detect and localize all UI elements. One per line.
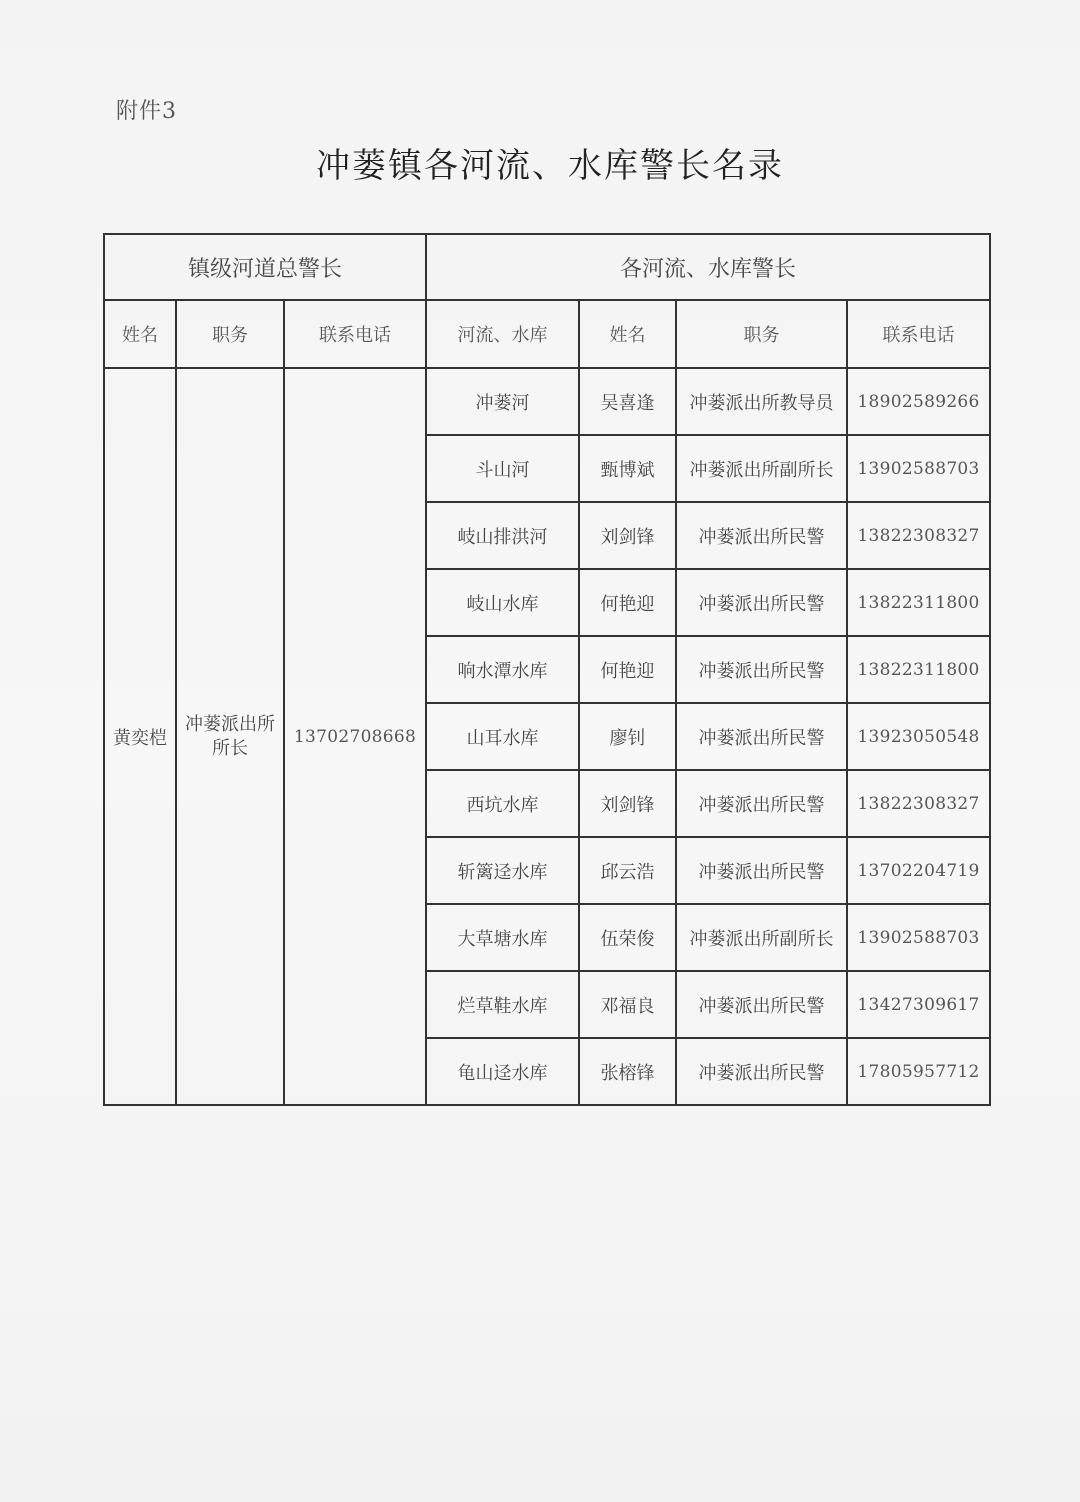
col-header-chief-phone: 联系电话 <box>284 300 426 368</box>
phone-cell: 13923050548 <box>847 703 990 770</box>
river-cell: 岐山水库 <box>426 569 579 636</box>
name-cell: 何艳迎 <box>579 569 676 636</box>
river-cell: 龟山迳水库 <box>426 1038 579 1105</box>
town-chief-phone: 13702708668 <box>284 368 426 1105</box>
duty-cell: 冲蒌派出所民警 <box>676 837 847 904</box>
table-row <box>104 368 990 435</box>
name-cell: 刘剑锋 <box>579 502 676 569</box>
column-header-row <box>104 300 990 368</box>
phone-cell: 13902588703 <box>847 904 990 971</box>
group-header-row <box>104 234 990 300</box>
phone-cell: 13427309617 <box>847 971 990 1038</box>
name-cell: 张榕锋 <box>579 1038 676 1105</box>
river-cell: 大草塘水库 <box>426 904 579 971</box>
duty-cell: 冲蒌派出所民警 <box>676 1038 847 1105</box>
col-header-duty: 职务 <box>676 300 847 368</box>
river-cell: 山耳水库 <box>426 703 579 770</box>
river-cell: 斗山河 <box>426 435 579 502</box>
duty-cell: 冲蒌派出所副所长 <box>676 435 847 502</box>
river-cell: 烂草鞋水库 <box>426 971 579 1038</box>
phone-cell: 13822311800 <box>847 636 990 703</box>
river-cell: 响水潭水库 <box>426 636 579 703</box>
phone-cell: 13822308327 <box>847 770 990 837</box>
town-chief-duty: 冲蒌派出所所长 <box>176 368 284 1105</box>
river-cell: 西坑水库 <box>426 770 579 837</box>
duty-cell: 冲蒌派出所民警 <box>676 569 847 636</box>
phone-cell: 18902589266 <box>847 368 990 435</box>
phone-cell: 13902588703 <box>847 435 990 502</box>
river-cell: 斩篱迳水库 <box>426 837 579 904</box>
phone-cell: 13822308327 <box>847 502 990 569</box>
duty-cell: 冲蒌派出所教导员 <box>676 368 847 435</box>
duty-cell: 冲蒌派出所民警 <box>676 971 847 1038</box>
group-header-river-chiefs: 各河流、水库警长 <box>426 234 990 300</box>
attachment-label: 附件3 <box>116 99 177 124</box>
phone-cell: 13702204719 <box>847 837 990 904</box>
duty-cell: 冲蒌派出所副所长 <box>676 904 847 971</box>
col-header-name: 姓名 <box>579 300 676 368</box>
name-cell: 邓福良 <box>579 971 676 1038</box>
phone-cell: 13822311800 <box>847 569 990 636</box>
duty-cell: 冲蒌派出所民警 <box>676 770 847 837</box>
police-chief-roster-table <box>103 233 991 1106</box>
name-cell: 邱云浩 <box>579 837 676 904</box>
page-title: 冲蒌镇各河流、水库警长名录 <box>316 146 784 186</box>
duty-cell: 冲蒌派出所民警 <box>676 703 847 770</box>
name-cell: 伍荣俊 <box>579 904 676 971</box>
col-header-phone: 联系电话 <box>847 300 990 368</box>
col-header-chief-duty: 职务 <box>176 300 284 368</box>
river-cell: 冲蒌河 <box>426 368 579 435</box>
name-cell: 何艳迎 <box>579 636 676 703</box>
group-header-town-chief: 镇级河道总警长 <box>104 234 426 300</box>
duty-cell: 冲蒌派出所民警 <box>676 502 847 569</box>
name-cell: 廖钊 <box>579 703 676 770</box>
phone-cell: 17805957712 <box>847 1038 990 1105</box>
town-chief-name: 黄奕桤 <box>104 368 176 1105</box>
name-cell: 吴喜逢 <box>579 368 676 435</box>
duty-cell: 冲蒌派出所民警 <box>676 636 847 703</box>
name-cell: 甄博斌 <box>579 435 676 502</box>
river-cell: 岐山排洪河 <box>426 502 579 569</box>
name-cell: 刘剑锋 <box>579 770 676 837</box>
col-header-river: 河流、水库 <box>426 300 579 368</box>
col-header-chief-name: 姓名 <box>104 300 176 368</box>
